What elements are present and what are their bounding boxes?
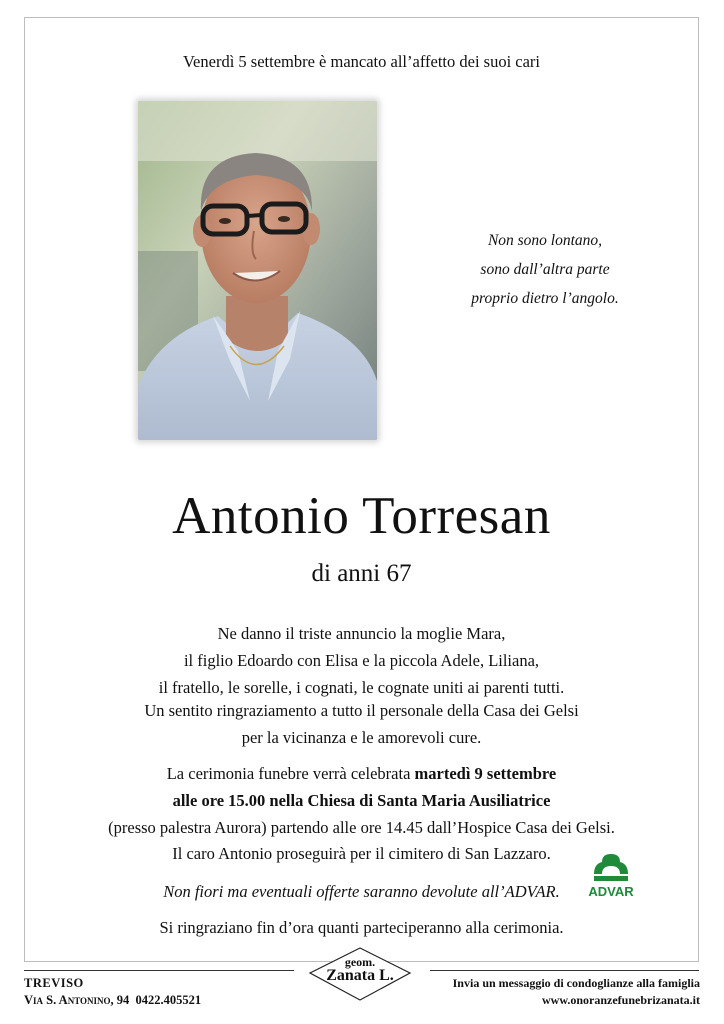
footer-divider-right: [430, 970, 699, 971]
advar-logo-text: ADVAR: [588, 884, 634, 899]
footer-city: TREVISO: [24, 976, 84, 990]
deceased-name: Antonio Torresan: [172, 487, 551, 545]
burial-text: Il caro Antonio proseguirà per il cimitero di San Lazzaro.: [172, 844, 551, 863]
portrait-photo: [138, 101, 377, 440]
quote-line: Non sono lontano,: [487, 232, 603, 249]
advar-logo-icon: [586, 852, 636, 900]
quote-line: sono dall’altra parte: [480, 261, 610, 278]
ceremony-paragraph: [24, 760, 699, 841]
announcement-line: il fratello, le sorelle, i cognati, le cognate uniti ai parenti tutti.: [158, 678, 565, 697]
footer-address: Via S. Antonino, 94: [24, 993, 130, 1007]
ceremony-line-3: (presso palestra Aurora) partendo alle ore 14.45 dall’Hospice Casa dei Gelsi.: [108, 818, 615, 837]
thanks-line: Un sentito ringraziamento a tutto il personale della Casa dei Gelsi: [144, 701, 579, 720]
announcement-line: Ne danno il triste annuncio la moglie Mara,: [217, 624, 506, 643]
footer-address-line: [24, 992, 201, 1009]
ceremony-time-place: alle ore 15.00 nella Chiesa di Santa Maria Ausiliatrice: [172, 791, 551, 810]
intro-text: Venerdì 5 settembre è mancato all’affetto dei suoi cari: [182, 52, 541, 71]
announcement-paragraph: [24, 620, 699, 701]
quote-line: proprio dietro l’angolo.: [471, 290, 619, 307]
footer-divider-left: [24, 970, 294, 971]
announcement-line: il figlio Edoardo con Elisa e la piccola Adele, Liliana,: [183, 651, 540, 670]
thanks-paragraph: [24, 697, 699, 751]
offerings-text: Non fiori ma eventuali offerte saranno devolute all’ADVAR.: [163, 882, 560, 901]
portrait-image: [138, 101, 377, 440]
logo-name: Zanata L.: [326, 967, 394, 984]
deceased-age: di anni 67: [311, 560, 412, 587]
thanks-line: per la vicinanza e le amorevoli cure.: [241, 728, 482, 747]
ceremony-date: martedì 9 settembre: [414, 764, 557, 783]
funeral-home-logo: [305, 945, 415, 1003]
footer-phone: 0422.405521: [135, 993, 202, 1007]
quote-block: [430, 226, 660, 313]
ceremony-intro: La cerimonia funebre verrà celebrata: [166, 764, 415, 783]
footer-contact-block: [453, 975, 700, 1009]
footer-website-link[interactable]: www.onoranzefunebrizanata.it: [542, 993, 700, 1007]
ceremony-line-2: [24, 787, 699, 814]
advar-logo: [586, 852, 636, 900]
footer-address-block: [24, 975, 201, 1009]
logo-title: geom.: [344, 955, 376, 969]
footer-message: Invia un messaggio di condoglianze alla famiglia: [452, 976, 700, 990]
ceremony-line-1: [24, 760, 699, 787]
closing-text: Si ringraziano fin d’ora quanti parteciperanno alla cerimonia.: [159, 918, 564, 937]
